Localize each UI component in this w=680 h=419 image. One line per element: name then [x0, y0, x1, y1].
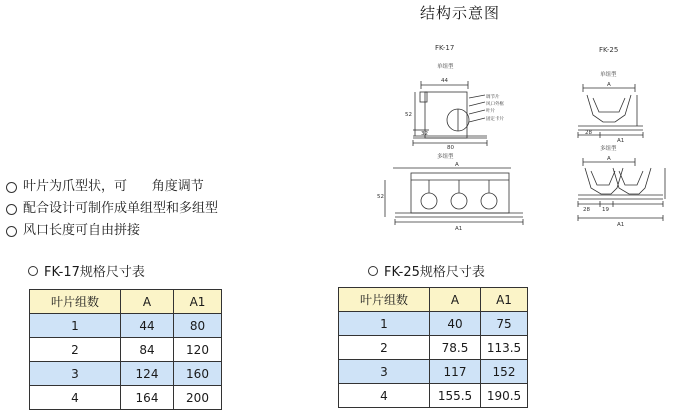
table-cell: 113.5 — [481, 336, 528, 360]
fk25-multi-drawing — [578, 158, 665, 221]
table-cell: 160 — [174, 362, 222, 386]
table-row — [30, 338, 222, 362]
table-cell: 40 — [430, 312, 481, 336]
table-row — [339, 384, 528, 408]
feature-item — [6, 220, 218, 242]
fk17-model-label: FK-17 — [435, 44, 455, 52]
fk25-dim-28: 28 — [585, 130, 592, 136]
fk17-part-label: 风口外框 — [486, 102, 504, 107]
fk25-single-dim-a1: A1 — [617, 138, 625, 144]
table-cell: 120 — [174, 338, 222, 362]
table-cell: 164 — [121, 386, 174, 410]
fk25-dim-a: A — [607, 82, 611, 88]
circle-bullet-icon — [6, 182, 17, 193]
feature-text: 配合设计可制作成单组型和多组型 — [23, 201, 219, 216]
table-header-cell: A1 — [174, 290, 222, 314]
fk17-dim-32: 32 — [421, 131, 428, 137]
table-cell: 4 — [30, 386, 121, 410]
fk17-dim-a1: A1 — [455, 226, 463, 232]
table-header-row — [30, 290, 222, 314]
table-row — [339, 336, 528, 360]
fk17-part-label: 调节片 — [486, 95, 500, 100]
fk17-table-title-text: FK-17规格尺寸表 — [44, 265, 145, 280]
fk25-dim-19: 19 — [602, 207, 609, 213]
feature-item — [6, 198, 218, 220]
structure-diagram — [373, 40, 673, 235]
table-cell: 75 — [481, 312, 528, 336]
table-cell: 190.5 — [481, 384, 528, 408]
fk17-part-label: 固定卡片 — [486, 117, 504, 122]
table-cell: 2 — [30, 338, 121, 362]
fk25-table-title-text: FK-25规格尺寸表 — [384, 265, 485, 280]
circle-bullet-icon — [6, 204, 17, 215]
table-cell: 78.5 — [430, 336, 481, 360]
table-cell: 1 — [339, 312, 430, 336]
table-header-cell: 叶片组数 — [339, 288, 430, 312]
fk25-model-label: FK-25 — [599, 46, 619, 54]
table-cell: 1 — [30, 314, 121, 338]
circle-bullet-icon — [368, 266, 378, 276]
fk25-spec-table — [338, 287, 528, 408]
fk25-multi-dim-a1: A1 — [617, 222, 625, 228]
table-row — [339, 312, 528, 336]
table-cell: 3 — [30, 362, 121, 386]
fk25-table-title — [368, 261, 485, 280]
circle-bullet-icon — [6, 226, 17, 237]
fk17-single-label: 单组型 — [437, 64, 454, 70]
fk17-spec-table — [29, 289, 222, 410]
table-header-cell: 叶片组数 — [30, 290, 121, 314]
fk17-multi-dim-52: 52 — [377, 194, 384, 200]
feature-list — [6, 176, 218, 242]
table-row — [30, 386, 222, 410]
table-row — [339, 360, 528, 384]
table-cell: 124 — [121, 362, 174, 386]
circle-bullet-icon — [28, 266, 38, 276]
table-header-row — [339, 288, 528, 312]
table-cell: 44 — [121, 314, 174, 338]
table-row — [30, 362, 222, 386]
table-row — [30, 314, 222, 338]
table-header-cell: A — [430, 288, 481, 312]
table-cell: 155.5 — [430, 384, 481, 408]
table-cell: 84 — [121, 338, 174, 362]
table-cell: 4 — [339, 384, 430, 408]
table-cell: 117 — [430, 360, 481, 384]
table-header-cell: A1 — [481, 288, 528, 312]
feature-text: 风口长度可自由拼接 — [23, 223, 141, 238]
table-header-cell: A — [121, 290, 174, 314]
fk25-single-label: 单组型 — [600, 72, 617, 78]
fk25-multi-dim-a: A — [607, 156, 611, 162]
page-title: 结构示意图 — [420, 4, 501, 22]
fk17-multi-label: 多组型 — [437, 154, 454, 160]
fk17-dim-a: A — [455, 162, 459, 168]
table-cell: 2 — [339, 336, 430, 360]
table-cell: 152 — [481, 360, 528, 384]
feature-text: 叶片为爪型状，可 角度调节 — [23, 179, 204, 194]
fk17-multi-drawing — [385, 168, 523, 225]
feature-item — [6, 176, 218, 198]
fk17-dim-44: 44 — [441, 78, 448, 84]
fk25-multi-dim-28: 28 — [583, 207, 590, 213]
fk17-part-label: 叶片 — [486, 109, 495, 114]
fk17-dim-80: 80 — [447, 145, 454, 151]
table-cell: 80 — [174, 314, 222, 338]
fk17-dim-52: 52 — [405, 112, 412, 118]
fk17-table-title — [28, 261, 145, 280]
table-cell: 3 — [339, 360, 430, 384]
table-cell: 200 — [174, 386, 222, 410]
fk25-multi-label: 多组型 — [600, 146, 617, 152]
